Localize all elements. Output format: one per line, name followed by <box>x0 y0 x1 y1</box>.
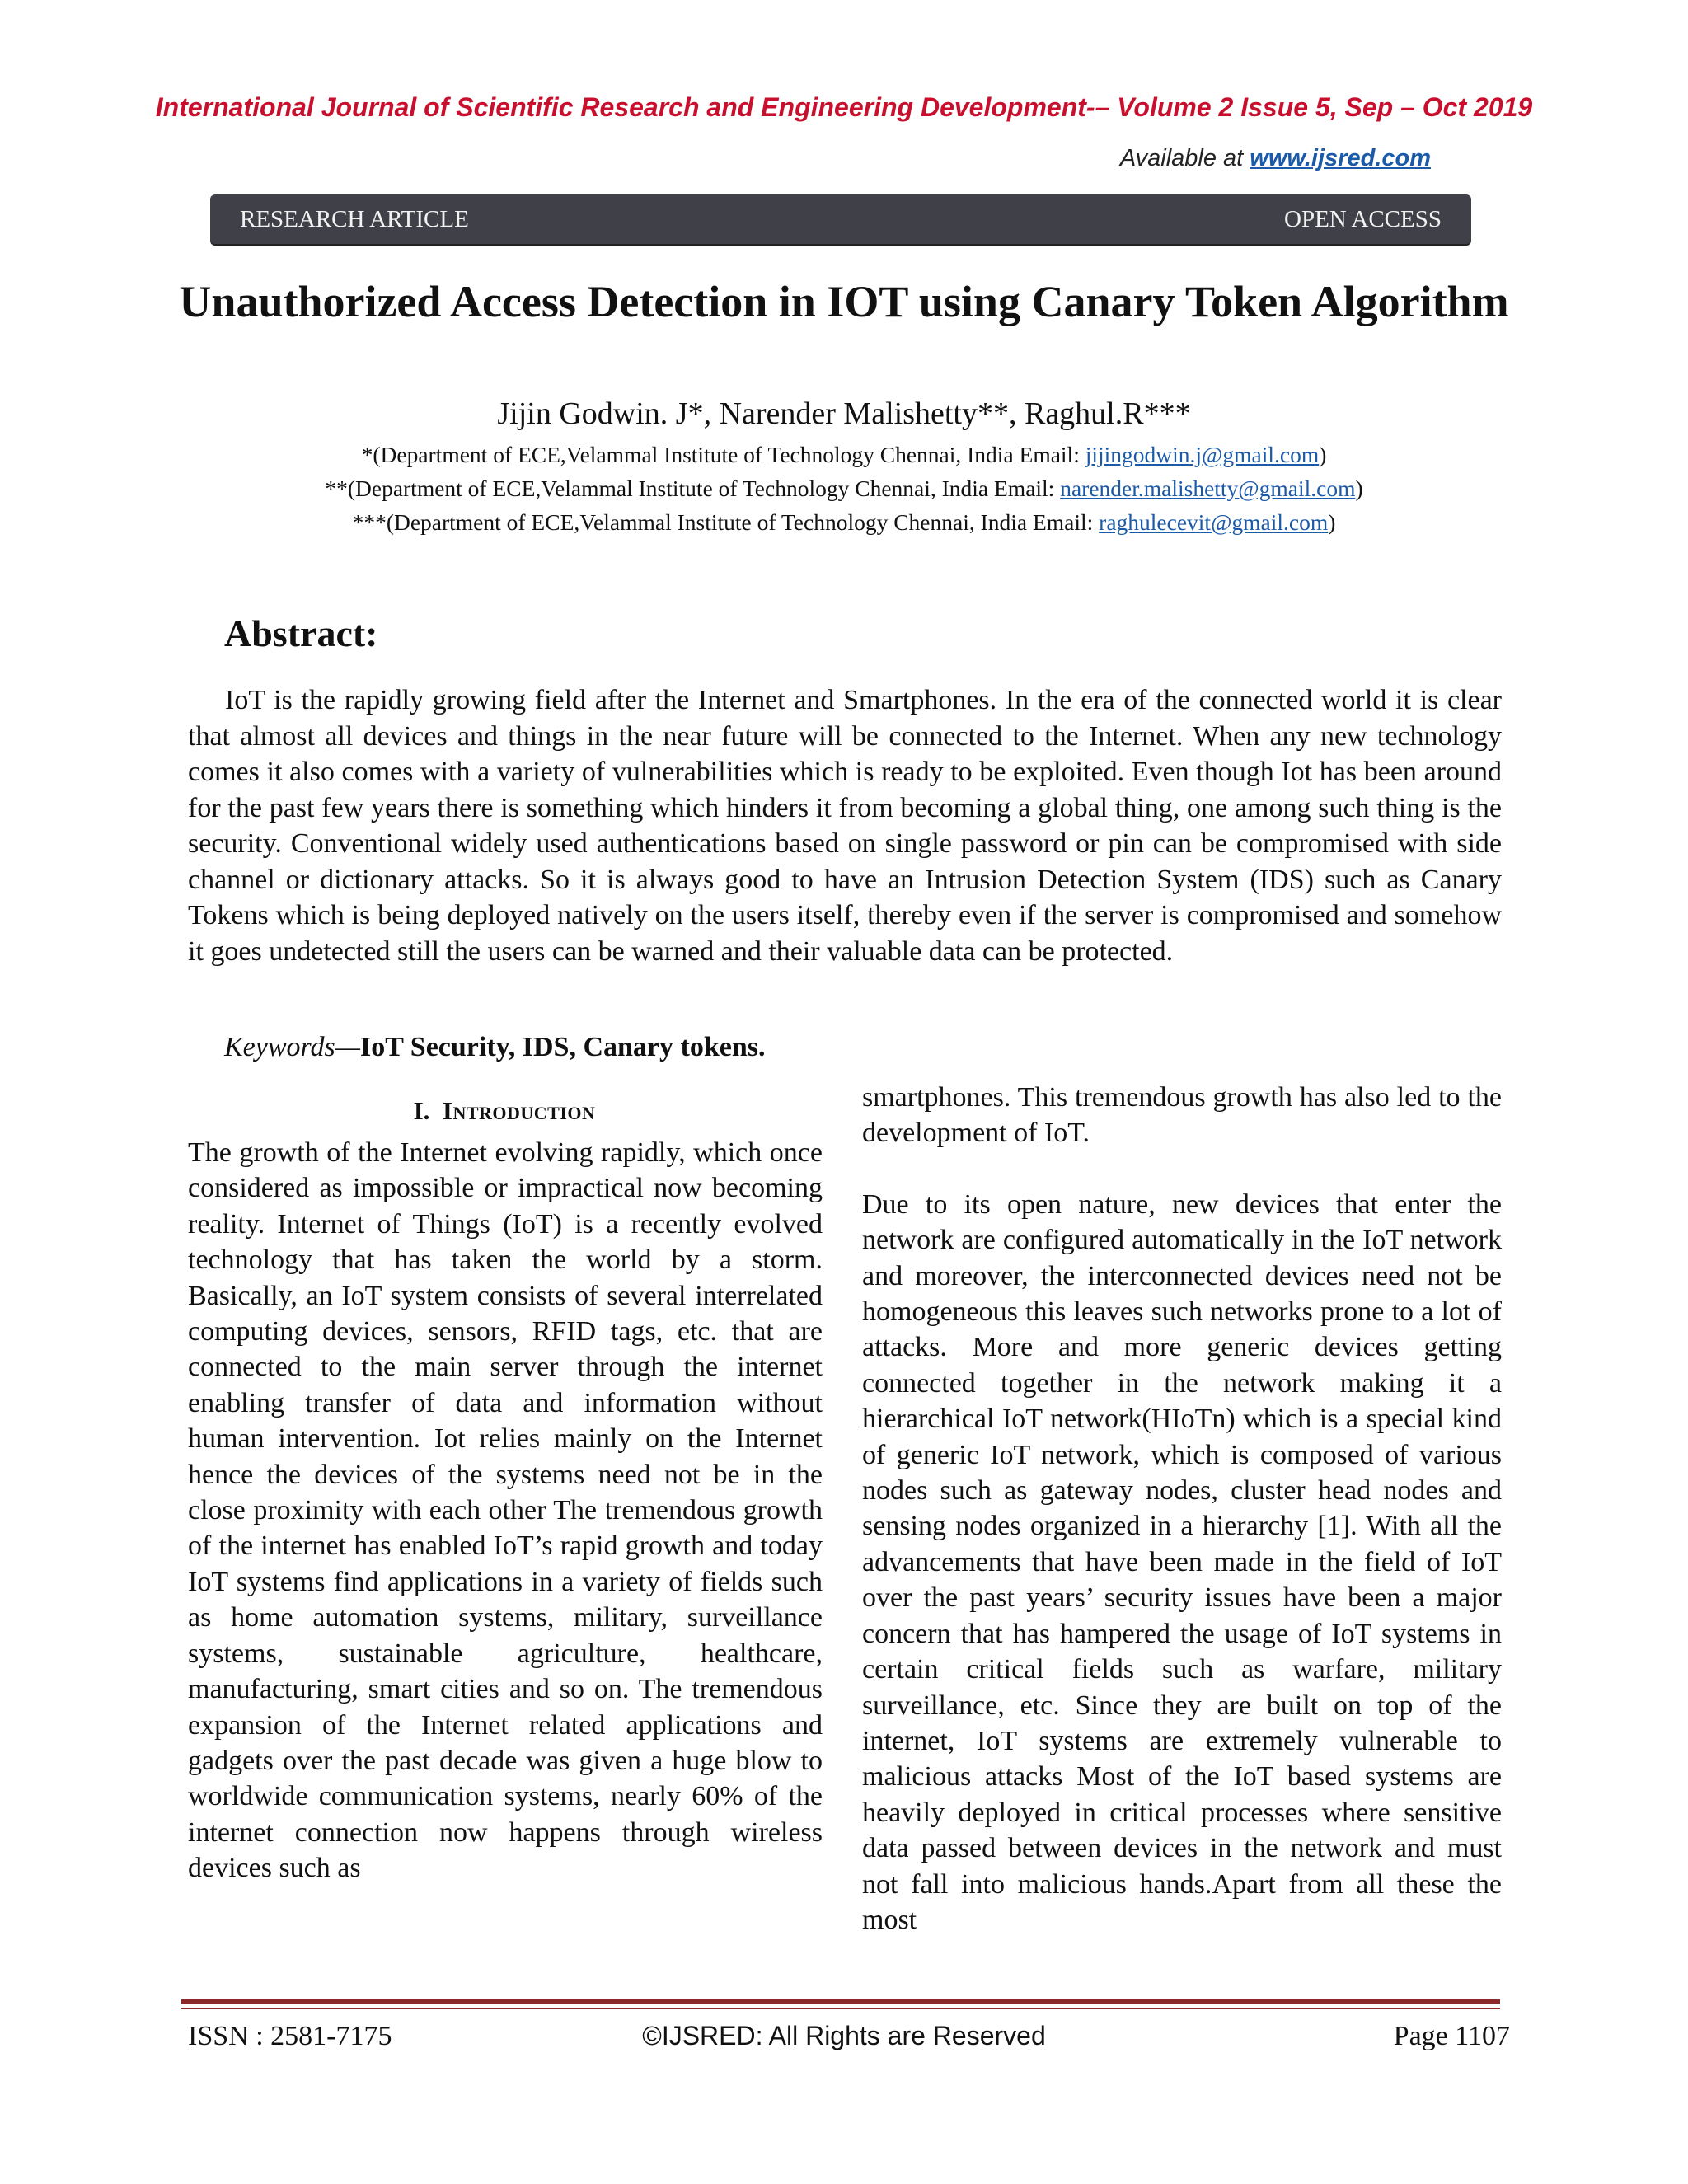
footer-issn: ISSN : 2581-7175 <box>188 2021 392 2051</box>
section-title: Introduction <box>442 1096 596 1125</box>
intro-paragraph-2: Due to its open nature, new devices that enter the network are configured automatically in the IoT network and moreover, the interconnected devices need not be homogeneous this leaves such networks prone to a lot of attacks. More and more generic devices getting connected together in the network making it a hierarchical IoT network(HIoTn) which is a special kind of generic IoT network, which is composed of various nodes such as gateway nodes, cluster head nodes and sensing nodes organized in a hierarchy [1]. With all the advancements that have been made in the field of IoT over the past years’ security issues have been a major concern that has hampered the usage of IoT systems in certain critical fields such as warfare, military surveillance, etc. Since they are built on top of the internet, IoT systems are extremely vulnerable to malicious attacks Most of the IoT based systems are heavily deployed in critical processes where sensitive data passed between devices in the network and must not fall into malicious hands.Apart from all these the most <box>862 1188 1502 1935</box>
affiliation-1-text: *(Department of ECE,Velammal Institute of Technology Chennai, India Email: <box>361 442 1085 467</box>
footer-rule-thick <box>181 1999 1500 2004</box>
paper-title: Unauthorized Access Detection in IOT using Canary Token Algorithm <box>179 277 1509 326</box>
affiliation-2-text: **(Department of ECE,Velammal Institute of Technology Chennai, India Email: <box>325 476 1061 501</box>
affiliation-3-close: ) <box>1328 509 1336 535</box>
intro-paragraph-1: The growth of the Internet evolving rapidly, which once considered as impossible or impractical now becoming reality. Internet of Things (IoT) is a recently evolved technology that has taken the world by a storm. Basically, an IoT system consists of several interrelated computing devices, sensors, RFID tags, etc. that are connected to the main server through the internet enabling transfer of data and information without human intervention. Iot relies mainly on the Internet hence the devices of the systems need not be in the close proximity with each other The tremendous growth of the internet has enabled IoT’s rapid growth and today IoT systems find applications in a variety of fields such as home automation systems, military, surveillance systems, sustainable agriculture, healthcare, manufacturing, smart cities and so on. The tremendous expansion of the Internet related applications and gadgets over the past decade was given a huge blow to worldwide communication systems, nearly 60% of the internet connection now happens through wireless devices such as <box>188 1137 823 1884</box>
author-list: Jijin Godwin. J*, Narender Malishetty**, Raghul.R*** <box>497 396 1191 431</box>
research-article-label: RESEARCH ARTICLE <box>240 205 469 232</box>
available-prefix: Available at <box>1119 145 1250 171</box>
footer-page-number: Page 1107 <box>1393 2021 1510 2051</box>
affiliation-2 <box>0 476 1688 502</box>
open-access-label: OPEN ACCESS <box>1284 205 1442 232</box>
affiliation-3-text: ***(Department of ECE,Velammal Institute of Technology Chennai, India Email: <box>352 509 1100 535</box>
keywords-line <box>224 1032 765 1063</box>
keywords-terms: IoT Security, IDS, Canary tokens. <box>359 1032 766 1062</box>
affiliation-2-close: ) <box>1355 476 1363 501</box>
journal-website-link[interactable]: www.ijsred.com <box>1250 145 1431 171</box>
affiliation-3 <box>0 509 1688 536</box>
email-link-3[interactable]: raghulecevit@gmail.com <box>1099 509 1329 535</box>
abstract-heading: Abstract: <box>224 612 378 654</box>
abstract-body: IoT is the rapidly growing field after the Internet and Smartphones. In the era of the connected world it is clear that almost all devices and things in the near future will be connected to the Internet. When any new technology comes it also comes with a variety of vulnerabilities which is ready to be exploited. Even though Iot has been around for the past few years there is something which hinders it from becoming a global thing, one among such thing is the security. Conventional widely used authentications based on single password or pin can be compromised with side channel or dictionary attacks. So it is always good to have an Intrusion Detection System (IDS) such as Canary Tokens which is being deployed natively on the users itself, thereby even if the server is compromised and somehow it goes undetected still the users can be warned and their valuable data can be protected. <box>188 685 1502 967</box>
paragraph-gap <box>862 1151 1502 1187</box>
section-heading-introduction <box>188 1096 821 1126</box>
keywords-label: Keywords— <box>224 1032 360 1062</box>
email-link-1[interactable]: jijingodwin.j@gmail.com <box>1085 442 1320 467</box>
section-number: I. <box>413 1096 430 1125</box>
right-column <box>862 1080 1502 1938</box>
affiliation-1-close: ) <box>1319 442 1327 467</box>
email-link-2[interactable]: narender.malishetty@gmail.com <box>1060 476 1356 501</box>
article-type-banner <box>210 194 1471 244</box>
affiliation-1 <box>0 442 1688 468</box>
left-column <box>188 1135 823 1886</box>
footer-rule-thin <box>181 2008 1500 2009</box>
footer-copyright: ©IJSRED: All Rights are Reserved <box>642 2021 1046 2050</box>
intro-paragraph-1-continued: smartphones. This tremendous growth has also led to the development of IoT. <box>862 1082 1502 1149</box>
availability-line <box>1120 145 1431 172</box>
journal-header: International Journal of Scientific Research and Engineering Development-– Volume 2 Issue 5, Sep – Oct 2019 <box>155 92 1533 122</box>
